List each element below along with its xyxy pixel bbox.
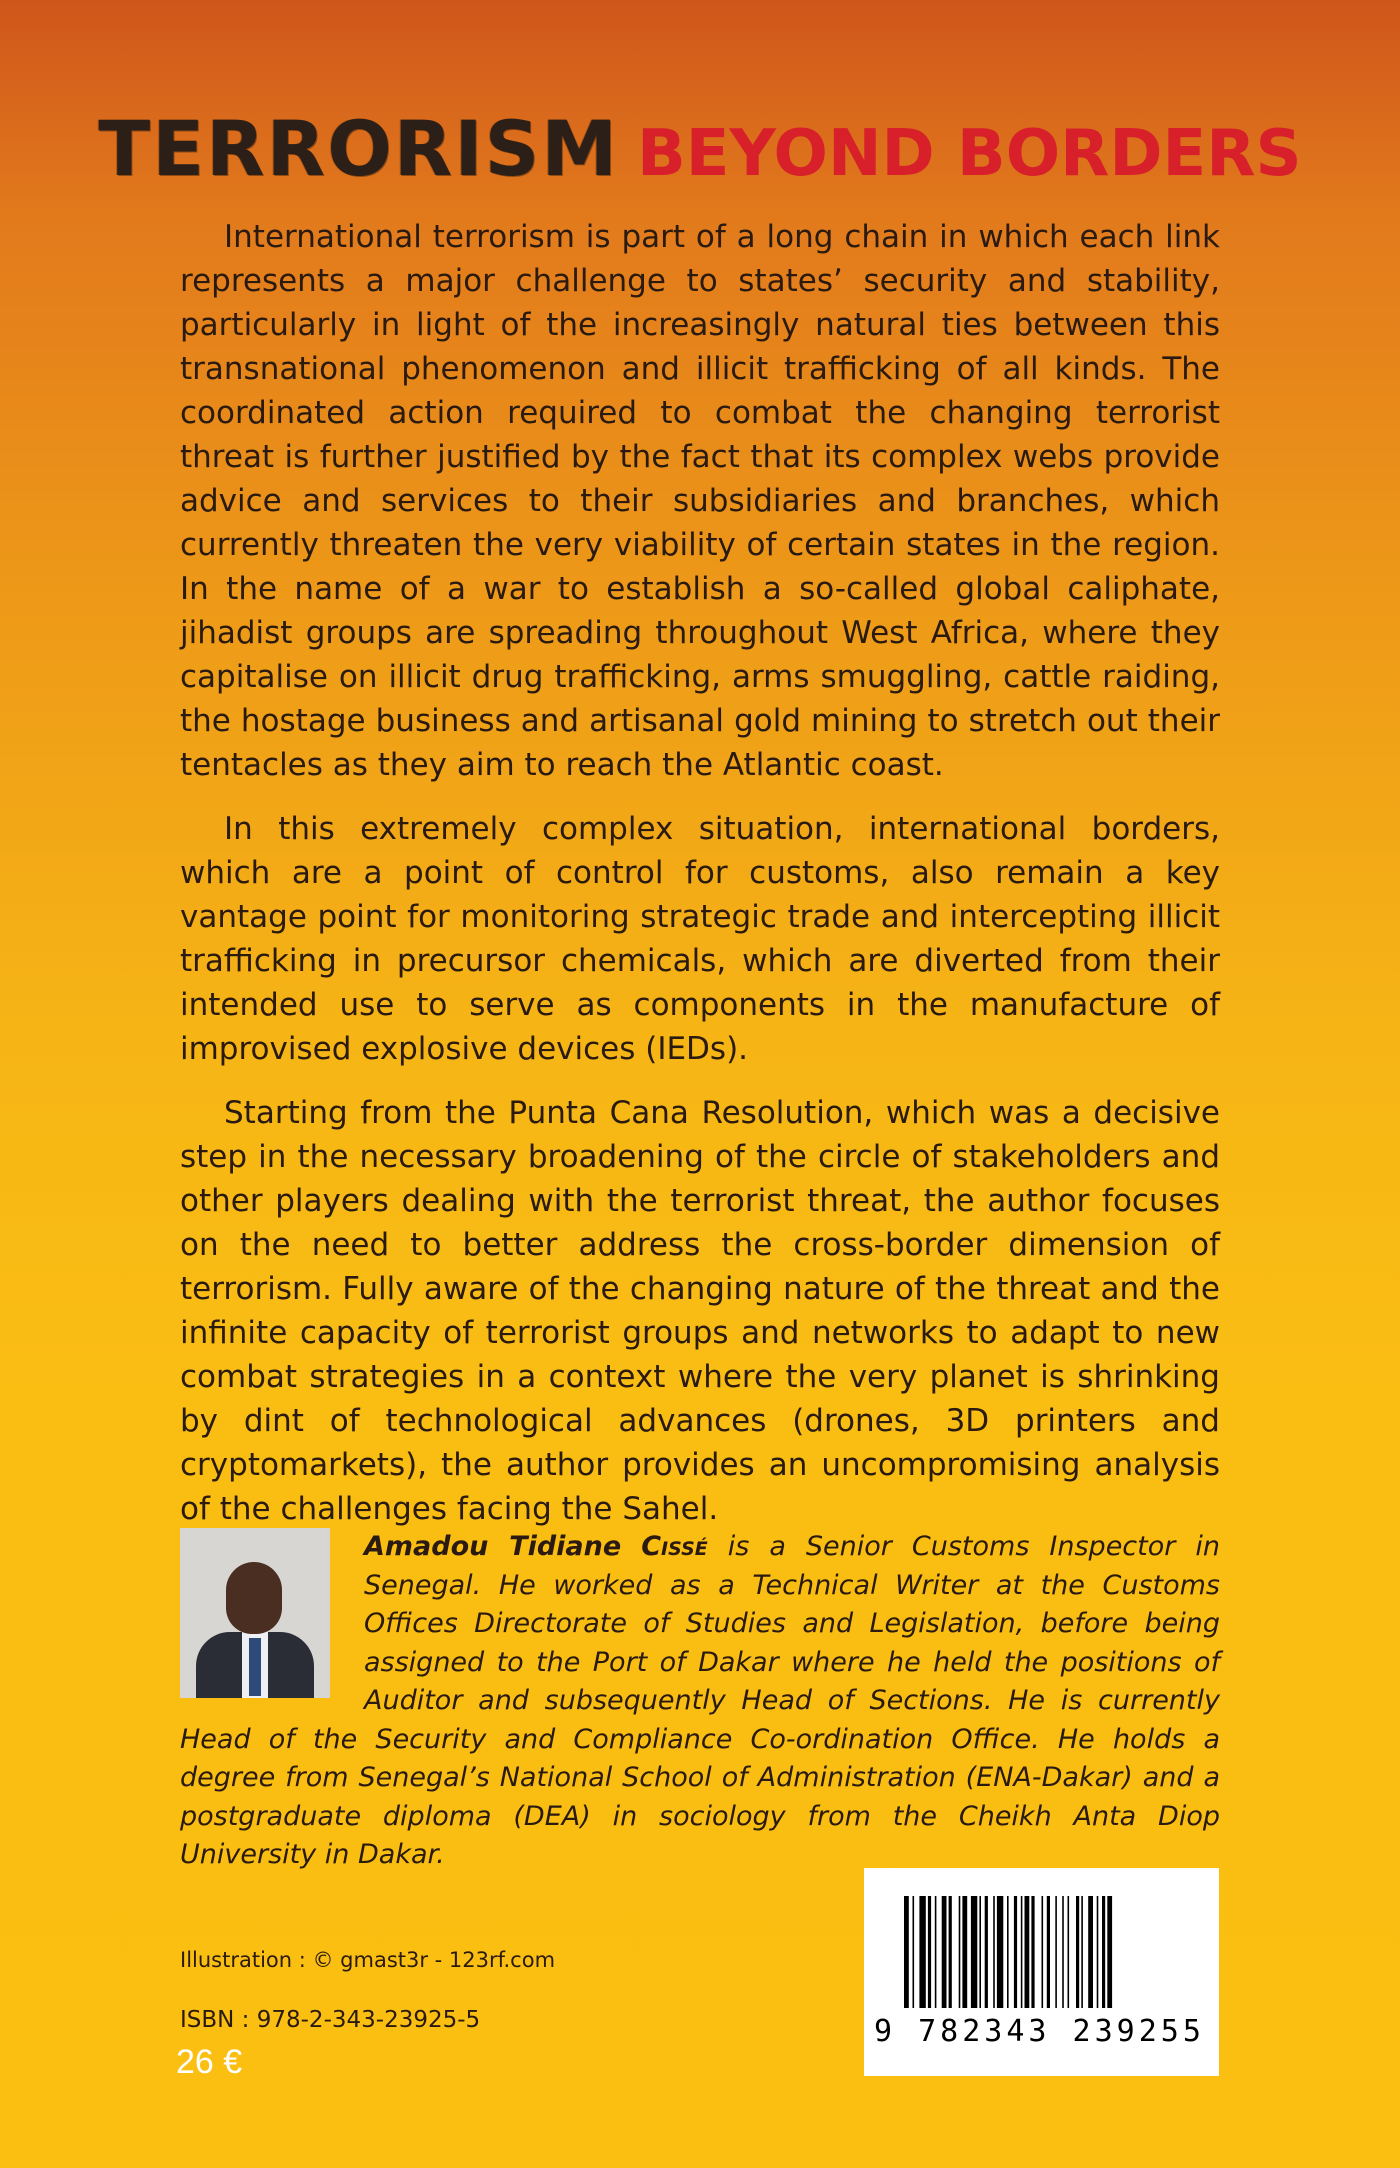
barcode-bar	[942, 1896, 947, 2008]
barcode-bar	[913, 1896, 915, 2008]
barcode-bar	[979, 1896, 981, 2008]
barcode-bar	[1025, 1896, 1030, 2008]
barcode-bar	[997, 1896, 1003, 2008]
barcode-digits: 9 782343 239255	[874, 2014, 1205, 2049]
barcode-bar	[928, 1896, 931, 2008]
title-beyond-borders: BEYOND BORDERS	[636, 117, 1302, 191]
barcode-bar	[1097, 1896, 1099, 2008]
barcode-bar	[1107, 1896, 1112, 2008]
blurb-paragraph-2: In this extremely complex situation, international borders, which are a point of control for customs, also remain a key vantage point for monitoring strategic trade and intercepting illicit trafficking in precursor chemicals, which are diverted from their intended use to serve as components in the manufacture of improvised explosive devices (IEDs).	[180, 811, 1220, 1067]
barcode-bar	[1047, 1896, 1050, 2008]
author-surname: Cissé	[641, 1531, 708, 1562]
barcode-bar	[1042, 1896, 1044, 2008]
barcode-bar	[1055, 1896, 1057, 2008]
barcode-bar	[985, 1896, 988, 2008]
barcode-bar	[971, 1896, 977, 2008]
barcode-bar	[1007, 1896, 1009, 2008]
barcode-bar	[1062, 1896, 1064, 2008]
price: 26 €	[176, 2043, 243, 2081]
barcode-bar	[962, 1896, 967, 2008]
barcode-bar	[919, 1896, 925, 2008]
illustration-credit: Illustration : © gmast3r - 123rf.com	[180, 1948, 556, 1972]
barcode-bar	[1068, 1896, 1070, 2008]
barcode-bar	[1102, 1896, 1105, 2008]
barcode	[864, 1868, 1219, 2076]
author-bio: is a Senior Customs Inspector in Senegal. He worked as a Technical Writer at the Customs Offices Directorate of Studies and Legislation, before being assigned to the Port of Dakar where he held the positions of Auditor and subsequently Head of Sections. He is currently Head of the Security and Compliance Co-ordination Office. He holds a degree from Senegal’s National School of Administration (ENA-Dakar) and a postgraduate diploma (DEA) in sociology from the Cheikh Anta Diop University in Dakar.	[180, 1531, 1220, 1870]
barcode-bar	[1088, 1896, 1093, 2008]
barcode-bar	[959, 1896, 961, 2008]
barcode-bar	[1081, 1896, 1083, 2008]
blurb	[180, 215, 1220, 1551]
isbn: ISBN : 978-2-343-23925-5	[180, 2007, 481, 2033]
barcode-bar	[949, 1896, 952, 2008]
barcode-bar	[993, 1896, 995, 2008]
barcode-bar	[1014, 1896, 1017, 2008]
barcode-bar	[1031, 1896, 1034, 2008]
blurb-paragraph-3: Starting from the Punta Cana Resolution, which was a decisive step in the necessary broadening of the circle of stakeholders and other players dealing with the terrorist threat, the author focuses on the need to better address the cross-border dimension of terrorism. Fully aware of the changing nature of the threat and the infinite capacity of terrorist groups and networks to adapt to new combat strategies in a context where the very planet is shrinking by dint of technological advances (drones, 3D printers and cryptomarkets), the author provides an uncompromising analysis of the challenges facing the Sahel.	[180, 1095, 1220, 1527]
author-bio-block	[180, 1528, 1220, 1875]
barcode-bar	[1076, 1896, 1079, 2008]
book-title	[0, 104, 1400, 193]
author-first-names: Amadou Tidiane	[364, 1531, 622, 1562]
blurb-paragraph-1: International terrorism is part of a long chain in which each link represents a major challenge to states’ security and stability, particularly in light of the increasingly natural ties between this transnational phenomenon and illicit trafficking of all kinds. The coordinated action required to combat the changing terrorist threat is further justified by the fact that its complex webs provide advice and services to their subsidiaries and branches, which currently threaten the very viability of certain states in the region. In the name of a war to establish a so-called global caliphate, jihadist groups are spreading throughout West Africa, where they capitalise on illicit drug trafficking, arms smuggling, cattle raiding, the hostage business and artisanal gold mining to stretch out their tentacles as they aim to reach the Atlantic coast.	[180, 219, 1220, 783]
barcode-bar	[904, 1896, 909, 2008]
title-terrorism: TERRORISM	[98, 104, 619, 193]
author-photo	[180, 1528, 330, 1698]
barcode-bar	[1021, 1896, 1023, 2008]
barcode-bar	[935, 1896, 937, 2008]
